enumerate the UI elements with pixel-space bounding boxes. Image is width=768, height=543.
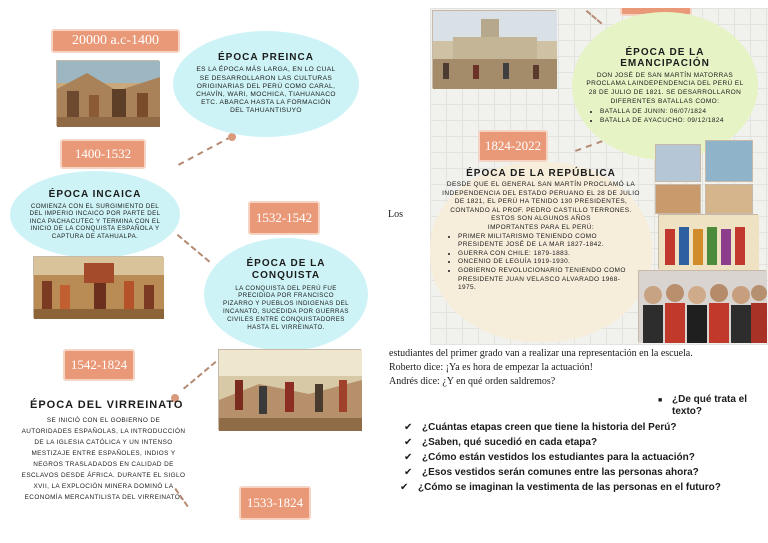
picture-collage-4 bbox=[705, 184, 753, 214]
bubble-incaica bbox=[10, 171, 180, 258]
check-mark-icon: ✔ bbox=[404, 452, 413, 463]
check-mark-icon: ✔ bbox=[404, 437, 413, 448]
republica-item: • PRIMER MILITARISMO TENIENDO COMO PRESIDENTE JOSÉ DE LA MAR 1827-1842. bbox=[458, 233, 636, 250]
republica-list bbox=[446, 233, 636, 293]
battle-item: • BATALLA DE AYACUCHO: 09/12/1824 bbox=[600, 117, 740, 126]
era-body-incaica: COMIENZA CON EL SURGIMIENTO DEL DEL IMPERIO INCAICO POR PARTE DEL INCA PACHACUTEC Y TERMINA CON EL INICIO DE LA CONQUISTA ESPAÑOLA Y CAPTURA DE ATAHUALPA. bbox=[29, 202, 161, 240]
question-item bbox=[400, 420, 721, 435]
era-body-virreinato: SE INICIÓ CON EL GOBIERNO DE AUTORIDADES ESPAÑOLAS, LA INTRODUCCIÓN DE LA IGLESIA CATÓLICA Y UN INTENSO MESTIZAJE ENTRE ESPAÑOLES, INDIOS Y NEGROS TRASLADADOS EN CALIDAD DE ESCLAVOS DESDE ÁFRICA. DURANTE EL SIGLO XVII, LA EXPLOCIÓN MINERA DOMINÓ LA ECONOMÍA MERCANTILISTA DEL VIRREINATO. bbox=[21, 417, 186, 501]
date-box-republica: 1824-2022 bbox=[478, 130, 548, 162]
battle-list bbox=[590, 108, 740, 125]
picture-incaica bbox=[33, 256, 163, 318]
story-line: Roberto dice: ¡Ya es hora de empezar la actuación! bbox=[389, 362, 593, 373]
picture-collage-3 bbox=[655, 184, 701, 214]
connector-line bbox=[177, 234, 210, 263]
battle-item: • BATALLA DE JUNIN: 06/07/1824 bbox=[600, 108, 740, 117]
check-mark-icon: ✔ bbox=[404, 422, 413, 433]
question-item bbox=[400, 480, 721, 495]
picture-presidents bbox=[638, 270, 766, 342]
era-title-republica: ÉPOCA DE LA REPÚBLICA bbox=[466, 168, 616, 179]
story-line: Andrés dice: ¿Y en qué orden saldremos? bbox=[389, 376, 556, 387]
era-title-preinca: ÉPOCA PREINCA bbox=[218, 52, 314, 64]
connector-line bbox=[183, 361, 216, 390]
connector-line bbox=[178, 136, 232, 166]
bubble-republica bbox=[430, 162, 652, 342]
check-mark-icon: ✔ bbox=[404, 467, 413, 478]
question-text: ¿Cuántas etapas creen que tiene la historia del Perú? bbox=[422, 422, 677, 433]
question-list bbox=[400, 420, 721, 495]
question-text: ¿Cómo están vestidos los estudiantes para la actuación? bbox=[422, 452, 695, 463]
question-item bbox=[400, 435, 721, 450]
date-box-preinca: 20000 a.c-1400 bbox=[51, 29, 180, 53]
republica-item: • GOBIERNO REVOLUCIONARIO TENIENDO COMO PRESIDENTE JUAN VELASCO ALVARADO 1968-1975. bbox=[458, 267, 636, 293]
connector-dot bbox=[228, 133, 236, 141]
picture-collage-1 bbox=[655, 144, 701, 182]
picture-costumes bbox=[658, 214, 758, 269]
question-item bbox=[400, 450, 721, 465]
square-bullet-icon: ■ bbox=[658, 397, 663, 404]
picture-conquista bbox=[218, 349, 361, 430]
date-box-emancipacion: 1533-1824 bbox=[239, 486, 311, 520]
question-text: ¿Saben, qué sucedió en cada etapa? bbox=[422, 437, 598, 448]
picture-collage-2 bbox=[705, 140, 753, 182]
timeline-right-panel bbox=[430, 8, 768, 345]
question-text: ¿Cómo se imaginan la vestimenta de las personas en el futuro? bbox=[418, 482, 721, 493]
picture-preinca bbox=[56, 60, 159, 126]
era-title-incaica: ÉPOCA INCAICA bbox=[48, 188, 142, 200]
era-body-republica: DESDE QUE EL GENERAL SAN MARTÍN PROCLAMÓ LA INDEPENDENCIA DEL ESTADO PERUANO EL 28 DE JULIO DE 1821, EL PERÚ HA TENIDO 130 PRESIDENTES, CONTANDO AL PROF. PEDRO CASTILLO TERRONES. bbox=[442, 181, 640, 214]
question-text: ¿Esos vestidos serán comunes entre las personas ahora? bbox=[422, 467, 699, 478]
bubble-conquista bbox=[204, 238, 368, 351]
era-intro-republica: ESTOS SON ALGUNOS AÑOS IMPORTANTES PARA EL PERÚ: bbox=[487, 215, 595, 231]
era-title-virreinato: ÉPOCA DEL VIRREINATO bbox=[30, 399, 184, 411]
date-box-incaica: 1400-1532 bbox=[60, 139, 146, 169]
republica-item: • ONCENIO DE LEGUÍA 1919-1930. bbox=[458, 258, 636, 267]
story-text bbox=[389, 347, 693, 389]
side-word: Los bbox=[388, 209, 403, 220]
connector-line bbox=[586, 10, 603, 24]
question-item bbox=[400, 465, 721, 480]
date-box-conquista: 1532-1542 bbox=[248, 201, 320, 235]
story-line: estudiantes del primer grado van a realizar una representación en la escuela. bbox=[389, 348, 693, 359]
era-title-emancipacion-2: EMANCIPACIÓN bbox=[620, 57, 710, 69]
era-title-emancipacion-1: ÉPOCA DE LA bbox=[625, 46, 705, 58]
bubble-preinca bbox=[173, 31, 359, 137]
check-mark-icon: ✔ bbox=[400, 482, 409, 493]
bubble-emancipacion bbox=[572, 12, 758, 160]
era-body-conquista: LA CONQUISTA DEL PERÚ FUE PRECIDIDA POR FRANCISCO PIZARRO Y PUEBLOS INDIGENAS DEL INCANATO, SUCEDIDA POR GUERRAS CIVILES ENTRE CONQUISTADORES HASTA EL VIRREINATO. bbox=[223, 284, 349, 331]
question-main-text: ¿De qué trata el texto? bbox=[672, 394, 748, 417]
picture-emancipacion bbox=[432, 10, 556, 88]
era-body-preinca: ES LA ÉPOCA MÁS LARGA, EN LO CUAL SE DESARROLLARON LAS CULTURAS ORIGINARIAS DEL PERÚ COMO CARAL, CHAVÍN, WARI, MOCHICA, TIAHUANACO ETC. ABARCA HASTA LA FORMACIÓN DEL TAHUANTISUYO bbox=[196, 66, 336, 115]
era-title-conquista: ÉPOCA DE LA CONQUISTA bbox=[246, 257, 326, 281]
republica-item: • GUERRA CON CHILE: 1879-1883. bbox=[458, 250, 636, 259]
date-box-virreinato: 1542-1824 bbox=[63, 349, 135, 381]
era-body-emancipacion: DON JOSÉ DE SAN MARTÍN MATORRAS PROCLAMA LAINDEPENDENCIA DEL PERÚ EL 28 DE JULIO DE 1821. SE DESARROLLARON DIFERENTES BATALLAS COMO: bbox=[586, 71, 744, 105]
timeline-left-panel bbox=[0, 0, 380, 543]
question-main bbox=[658, 394, 764, 418]
